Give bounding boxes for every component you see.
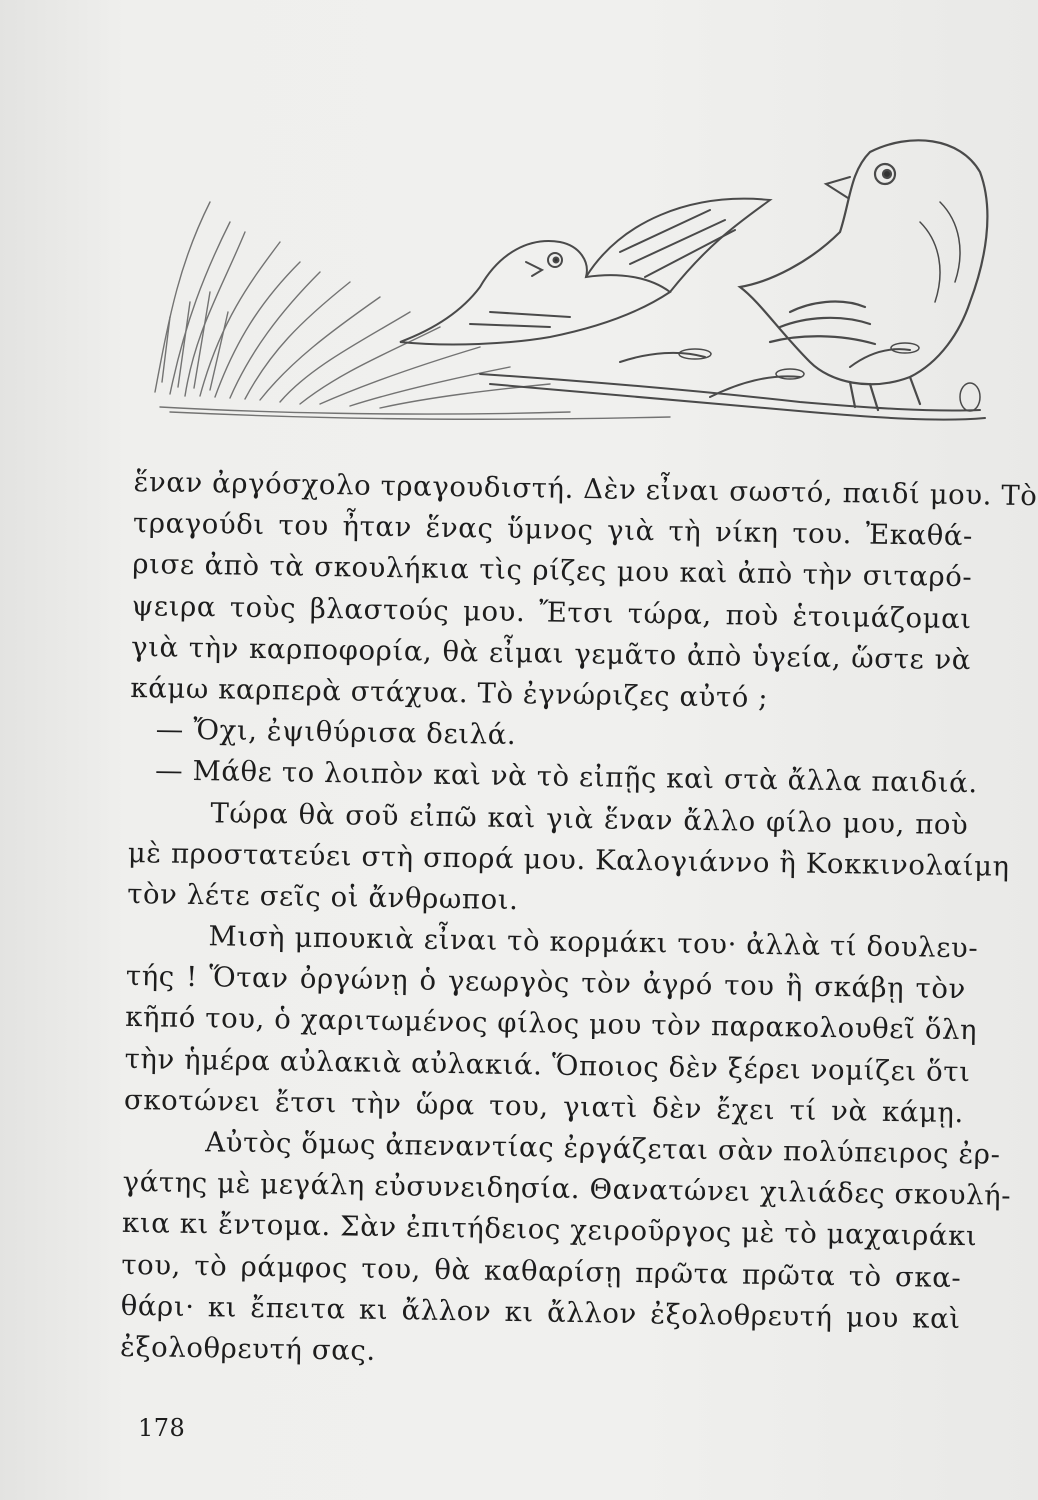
- text-line: τὴν ἡμέρα αὐλακιὰ αὐλακιά. Ὅποιος δὲν ξέρει νομίζει ὅτι: [124, 1042, 971, 1088]
- text-line: Τώρα θὰ σοῦ εἰπῶ καὶ γιὰ ἕναν ἄλλο φίλο μου, ποὺ: [210, 796, 969, 841]
- text-line: — Ὄχι, ἐψιθύρισα δειλά.: [155, 713, 517, 752]
- large-bird: [740, 140, 987, 410]
- text-line: Μισὴ μπουκιὰ εἶναι τὸ κορμάκι του· ἀλλὰ τί δουλευ-: [208, 920, 979, 965]
- page-number: 178: [138, 1414, 186, 1442]
- text-line: κια κι ἔντομα. Σὰν ἐπιτήδειος χειροῦργος μὲ τὸ μαχαιράκι: [121, 1207, 978, 1253]
- text-line: ρισε ἀπὸ τὰ σκουλήκια τὶς ρίζες μου καὶ ἀπὸ τὴν σιταρό-: [132, 548, 973, 594]
- text-line: ἐξολοθρευτή σας.: [119, 1330, 376, 1367]
- text-line: γάτης μὲ μεγάλη εὐσυνειδησία. Θανατώνει χιλιάδες σκουλή-: [122, 1166, 1012, 1213]
- text-line: μὲ προστατεύει στὴ σπορά μου. Καλογιάννο ἢ Κοκκινολαίμη: [127, 836, 1010, 883]
- text-line: τής ! Ὅταν ὀργώνῃ ὁ γεωργὸς τὸν ἀγρό του ἢ σκάβῃ τὸν: [125, 960, 967, 1006]
- text-line: κάμω καρπερὰ στάχυα. Τὸ ἐγνώριζες αὐτό ;: [130, 671, 769, 714]
- text-line: ψειρα τοὺς βλαστούς μου. Ἔτσι τώρα, ποὺ ἑτοιμάζομαι: [131, 589, 972, 635]
- text-line: σκοτώνει ἔτσι τὴν ὥρα του, γιατὶ δὲν ἔχει τί νὰ κάμῃ.: [123, 1083, 965, 1129]
- text-line: ἕναν ἀργόσχολο τραγουδιστή. Δὲν εἶναι σωστό, παιδί μου. Τὸ: [133, 465, 1038, 513]
- small-bird: [400, 199, 770, 345]
- text-line: γιὰ τὴν καρποφορία, θὰ εἶμαι γεμᾶτο ἀπὸ ὑγεία, ὥστε νὰ: [130, 630, 972, 676]
- text-line: τραγούδι του ἦταν ἕνας ὕμνος γιὰ τὴ νίκη του. Ἐκαθά-: [132, 507, 974, 553]
- text-line: θάρι· κι ἔπειτα κι ἄλλον κι ἄλλον ἐξολοθρευτή μου καὶ: [120, 1289, 961, 1335]
- text-line: τὸν λέτε σεῖς οἱ ἄνθρωποι.: [126, 877, 519, 916]
- text-line: — Μάθε το λοιπὸν καὶ νὰ τὸ εἰπῇς καὶ στὰ ἄλλα παιδιά.: [154, 754, 978, 800]
- grass-strokes: [155, 202, 670, 419]
- birds-on-branch-illustration: [150, 112, 990, 432]
- branch: [480, 343, 985, 420]
- body-text: [119, 462, 1038, 1381]
- text-line: Αὐτὸς ὅμως ἀπεναντίας ἐργάζεται σὰν πολύπειρος ἐρ-: [205, 1126, 1001, 1171]
- text-line: του, τὸ ράμφος του, θὰ καθαρίσῃ πρῶτα πρῶτα τὸ σκα-: [121, 1248, 962, 1294]
- text-line: κῆπό του, ὁ χαριτωμένος φίλος μου τὸν παρακολουθεῖ ὅλη: [125, 1001, 978, 1047]
